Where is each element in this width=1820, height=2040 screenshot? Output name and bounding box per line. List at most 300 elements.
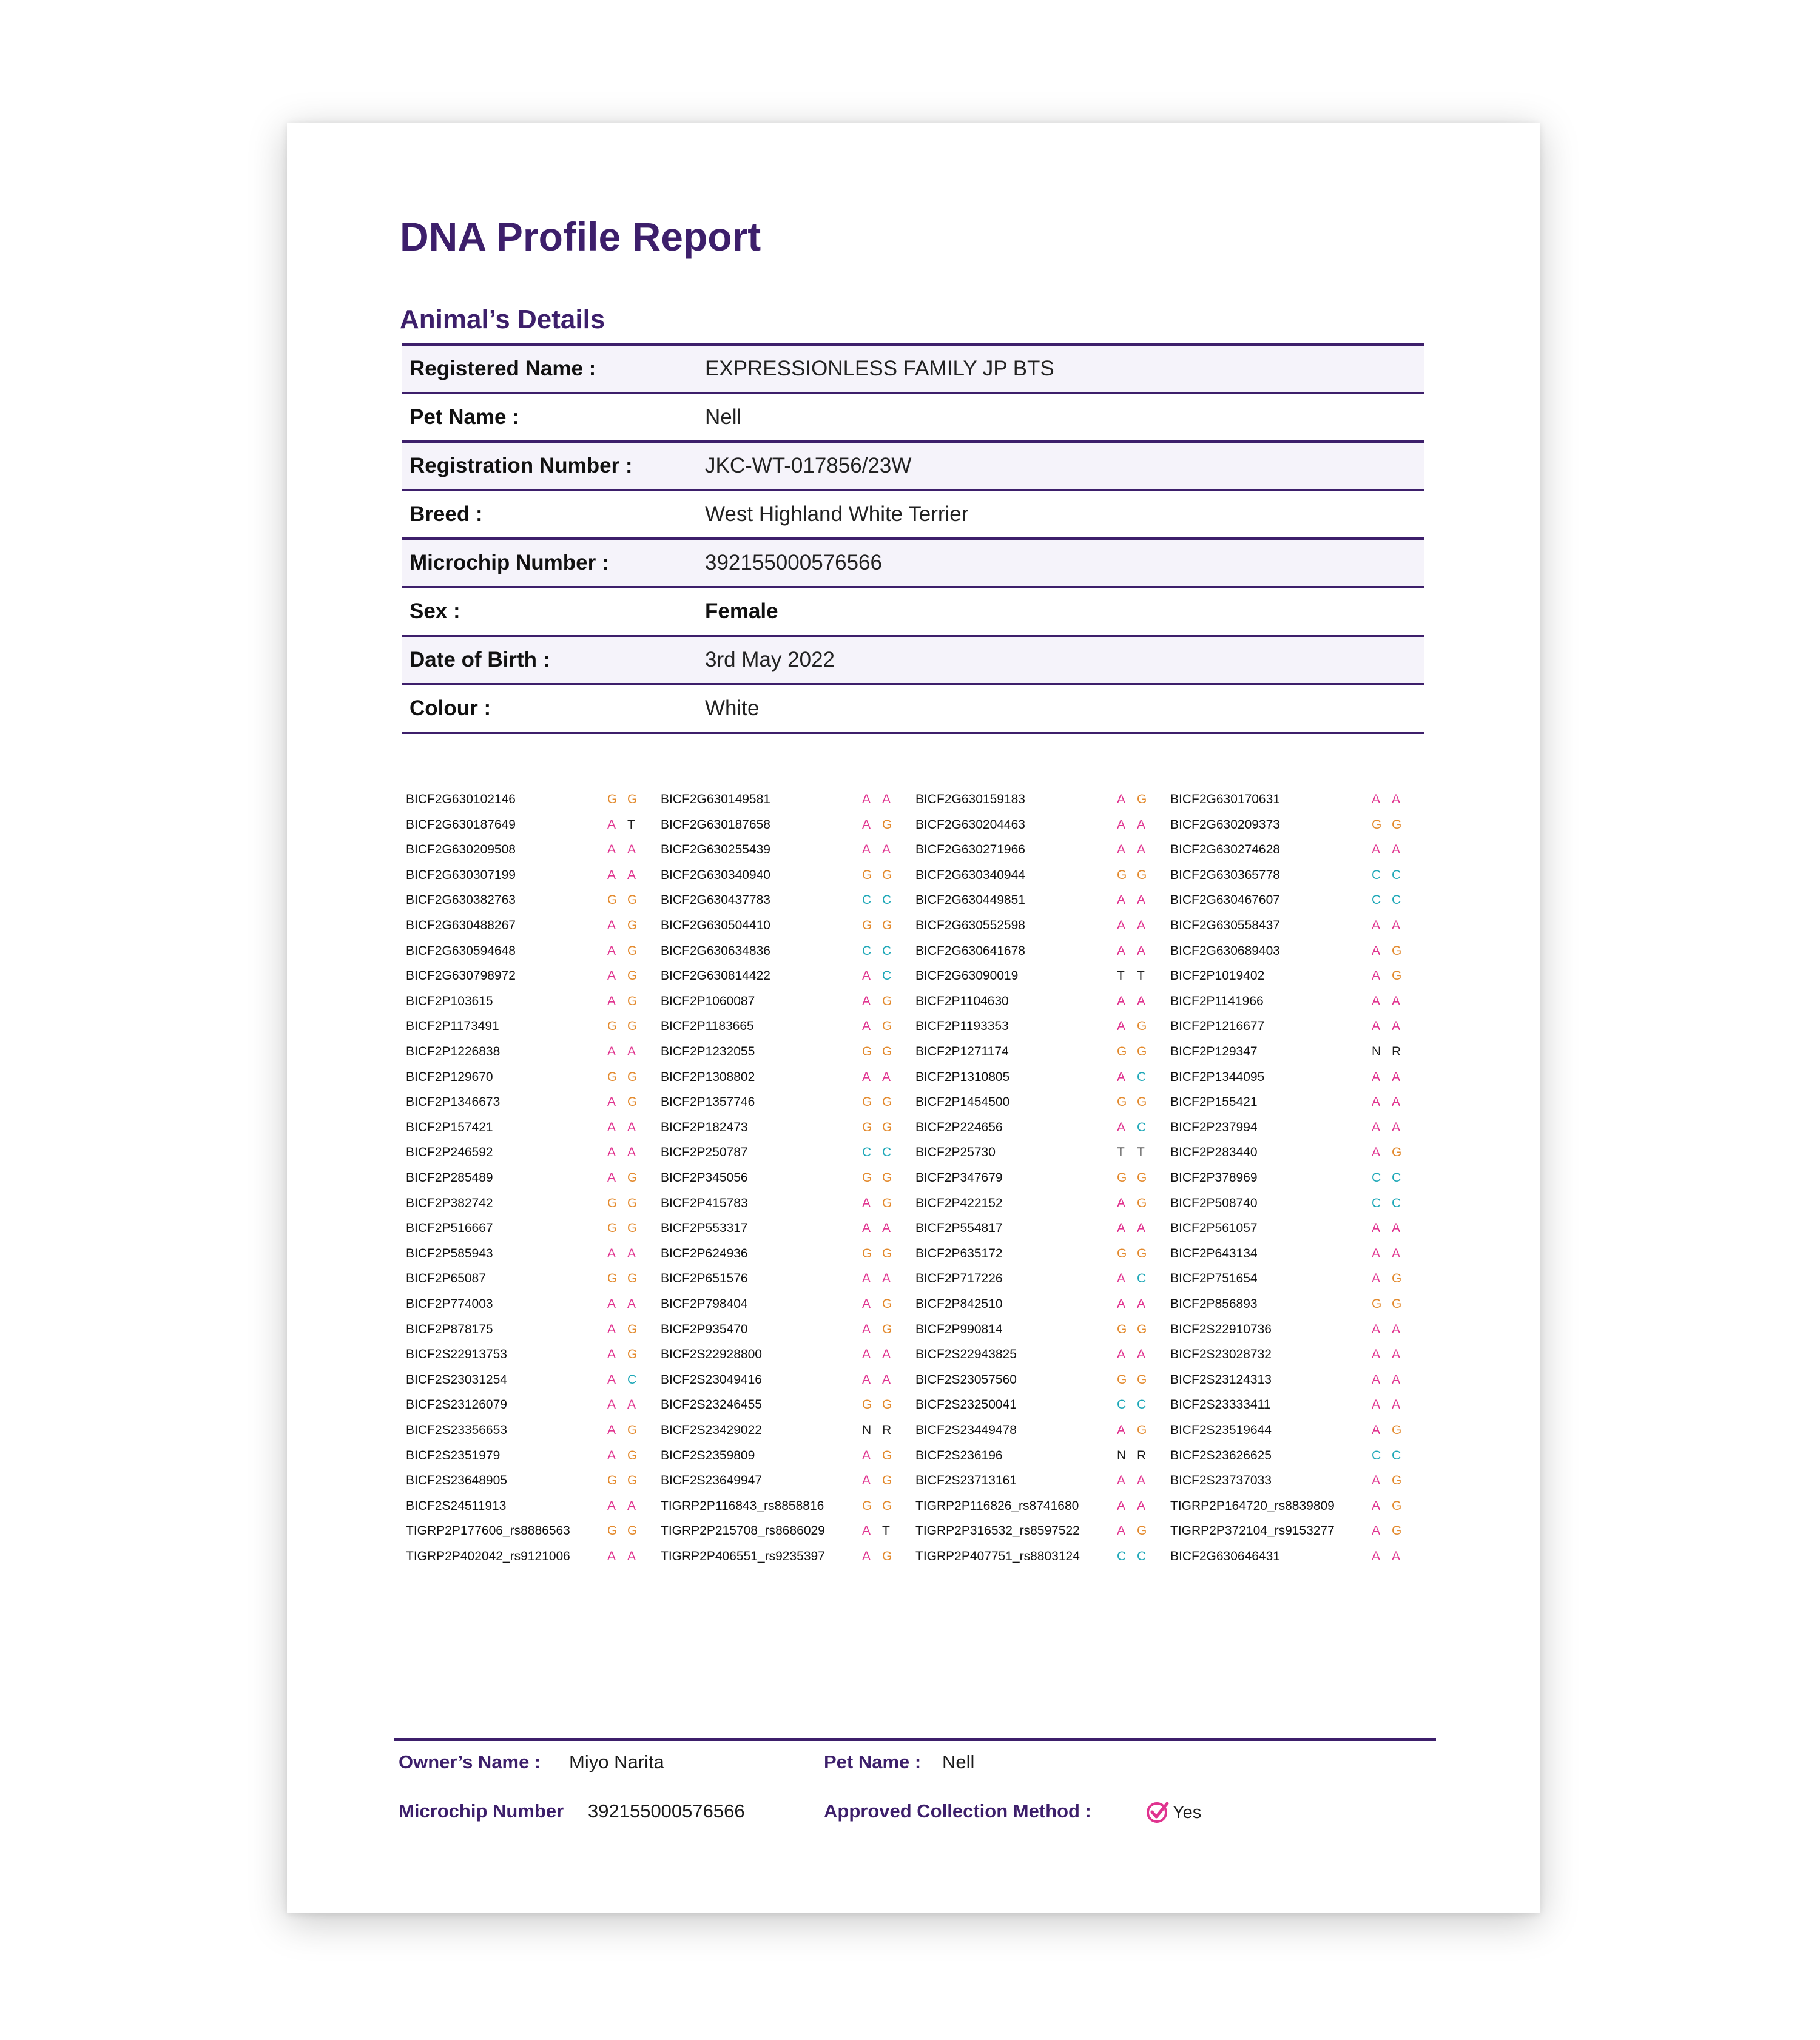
allele-1: G bbox=[1372, 1297, 1382, 1311]
marker-name: BICF2S23649947 bbox=[661, 1473, 762, 1488]
marker-name: BICF2P842510 bbox=[915, 1297, 1003, 1311]
allele-1: A bbox=[607, 867, 616, 882]
allele-1: A bbox=[862, 1524, 871, 1538]
marker-name: BICF2G630149581 bbox=[661, 792, 770, 806]
marker-name: BICF2S23031254 bbox=[406, 1372, 507, 1387]
allele-1: A bbox=[1372, 1372, 1381, 1387]
allele-2: G bbox=[627, 1221, 638, 1236]
marker-name: BICF2G630307199 bbox=[406, 867, 516, 882]
detail-label: Registered Name : bbox=[410, 357, 596, 380]
marker-name: BICF2S23333411 bbox=[1170, 1398, 1271, 1412]
allele-2: A bbox=[1392, 1019, 1401, 1034]
marker-name: BICF2G630798972 bbox=[406, 969, 516, 983]
allele-2: G bbox=[1137, 1322, 1147, 1336]
detail-value: Nell bbox=[705, 405, 742, 429]
allele-1: C bbox=[862, 1145, 872, 1160]
marker-name: TIGRP2P316532_rs8597522 bbox=[915, 1524, 1080, 1538]
allele-1: G bbox=[1372, 817, 1382, 832]
allele-2: A bbox=[1137, 893, 1146, 907]
animal-details-table bbox=[402, 343, 1424, 734]
allele-2: C bbox=[1137, 1069, 1147, 1084]
allele-2: C bbox=[882, 893, 892, 907]
marker-name: TIGRP2P215708_rs8686029 bbox=[661, 1524, 825, 1538]
marker-name: BICF2S2359809 bbox=[661, 1448, 755, 1463]
allele-2: G bbox=[627, 1069, 638, 1084]
allele-1: T bbox=[1117, 1145, 1125, 1160]
detail-value: Female bbox=[705, 599, 778, 623]
allele-2: G bbox=[882, 1322, 892, 1336]
footer-microchip-label: Microchip Number bbox=[399, 1800, 564, 1822]
marker-name: BICF2P345056 bbox=[661, 1171, 748, 1185]
allele-2: A bbox=[1392, 1069, 1401, 1084]
allele-1: G bbox=[862, 1246, 872, 1261]
detail-row-date-of-birth bbox=[402, 637, 1424, 685]
allele-2: A bbox=[627, 1045, 636, 1059]
marker-name: BICF2G630102146 bbox=[406, 792, 516, 806]
detail-label: Breed : bbox=[410, 502, 483, 526]
detail-label: Pet Name : bbox=[410, 405, 519, 429]
marker-name: BICF2P751654 bbox=[1170, 1271, 1258, 1286]
allele-1: A bbox=[1372, 1498, 1381, 1513]
allele-1: G bbox=[607, 1196, 618, 1210]
marker-name: BICF2P1310805 bbox=[915, 1069, 1010, 1084]
allele-1: A bbox=[1117, 1473, 1126, 1488]
allele-1: A bbox=[862, 1297, 871, 1311]
marker-name: BICF2P508740 bbox=[1170, 1196, 1258, 1210]
marker-name: BICF2P1060087 bbox=[661, 994, 755, 1008]
marker-name: BICF2S23519644 bbox=[1170, 1423, 1272, 1437]
allele-1: A bbox=[862, 1196, 871, 1210]
marker-name: BICF2G630382763 bbox=[406, 893, 516, 907]
marker-name: BICF2P129670 bbox=[406, 1069, 493, 1084]
allele-1: G bbox=[607, 1221, 618, 1236]
allele-2: A bbox=[1392, 1246, 1401, 1261]
allele-2: G bbox=[627, 1524, 638, 1538]
marker-name: BICF2G630449851 bbox=[915, 893, 1025, 907]
allele-2: A bbox=[1137, 843, 1146, 857]
allele-1: A bbox=[1117, 943, 1126, 958]
marker-name: BICF2P1193353 bbox=[915, 1019, 1009, 1034]
marker-name: BICF2G630689403 bbox=[1170, 943, 1280, 958]
detail-row-pet-name bbox=[402, 394, 1424, 443]
allele-1: A bbox=[1372, 1322, 1381, 1336]
allele-2: G bbox=[627, 792, 638, 806]
marker-name: BICF2G630634836 bbox=[661, 943, 770, 958]
check-circle-icon bbox=[1145, 1800, 1170, 1824]
marker-name: BICF2P129347 bbox=[1170, 1045, 1258, 1059]
marker-name: BICF2S23028732 bbox=[1170, 1347, 1272, 1362]
allele-1: A bbox=[1117, 893, 1126, 907]
allele-2: G bbox=[627, 1423, 638, 1437]
allele-2: A bbox=[1137, 1498, 1146, 1513]
allele-2: G bbox=[882, 1120, 892, 1134]
allele-1: A bbox=[607, 1498, 616, 1513]
allele-1: A bbox=[1117, 1069, 1126, 1084]
allele-2: A bbox=[627, 1498, 636, 1513]
allele-1: C bbox=[1117, 1549, 1127, 1563]
marker-name: TIGRP2P164720_rs8839809 bbox=[1170, 1498, 1335, 1513]
marker-name: BICF2P246592 bbox=[406, 1145, 493, 1160]
allele-2: G bbox=[1137, 792, 1147, 806]
allele-2: G bbox=[882, 867, 892, 882]
animal-details-heading: Animal’s Details bbox=[400, 305, 605, 334]
allele-2: A bbox=[627, 867, 636, 882]
allele-2: G bbox=[882, 918, 892, 932]
allele-2: G bbox=[882, 1045, 892, 1059]
allele-1: A bbox=[607, 1322, 616, 1336]
detail-label: Registration Number : bbox=[410, 454, 633, 477]
allele-2: G bbox=[1137, 1095, 1147, 1109]
marker-name: BICF2P1141966 bbox=[1170, 994, 1264, 1008]
marker-name: BICF2S22910736 bbox=[1170, 1322, 1272, 1336]
marker-name: BICF2P585943 bbox=[406, 1246, 493, 1261]
allele-1: A bbox=[1372, 1423, 1381, 1437]
allele-2: C bbox=[1137, 1271, 1147, 1286]
marker-name: BICF2G630187649 bbox=[406, 817, 516, 832]
allele-2: C bbox=[1392, 1448, 1401, 1463]
allele-1: G bbox=[1117, 1246, 1127, 1261]
marker-name: BICF2P283440 bbox=[1170, 1145, 1258, 1160]
report-page bbox=[287, 123, 1540, 1913]
marker-name: BICF2P250787 bbox=[661, 1145, 748, 1160]
allele-2: G bbox=[1392, 1297, 1402, 1311]
allele-2: G bbox=[882, 1171, 892, 1185]
allele-1: A bbox=[607, 918, 616, 932]
allele-1: A bbox=[607, 843, 616, 857]
allele-1: A bbox=[1372, 1271, 1381, 1286]
allele-1: A bbox=[862, 817, 871, 832]
marker-name: BICF2G630187658 bbox=[661, 817, 770, 832]
allele-1: G bbox=[607, 893, 618, 907]
allele-2: A bbox=[1137, 1297, 1146, 1311]
marker-name: BICF2G630170631 bbox=[1170, 792, 1280, 806]
allele-1: A bbox=[862, 1473, 871, 1488]
allele-1: C bbox=[862, 943, 872, 958]
allele-1: A bbox=[1372, 1347, 1381, 1362]
marker-name: BICF2P516667 bbox=[406, 1221, 493, 1236]
marker-name: BICF2G630641678 bbox=[915, 943, 1025, 958]
allele-2: G bbox=[1392, 1524, 1402, 1538]
allele-1: A bbox=[1372, 1398, 1381, 1412]
collection-method-value: Yes bbox=[1173, 1803, 1202, 1822]
allele-2: G bbox=[882, 1246, 892, 1261]
allele-1: G bbox=[1117, 1322, 1127, 1336]
marker-name: BICF2G630437783 bbox=[661, 893, 770, 907]
allele-1: A bbox=[607, 1120, 616, 1134]
allele-1: A bbox=[1117, 843, 1126, 857]
allele-2: G bbox=[1137, 1372, 1147, 1387]
marker-name: BICF2S23246455 bbox=[661, 1398, 762, 1412]
allele-1: C bbox=[1372, 1448, 1381, 1463]
allele-1: A bbox=[1117, 1221, 1126, 1236]
allele-2: G bbox=[1137, 1423, 1147, 1437]
allele-2: A bbox=[1392, 1549, 1401, 1563]
allele-1: A bbox=[1372, 1069, 1381, 1084]
allele-2: G bbox=[882, 1297, 892, 1311]
marker-name: BICF2P1104630 bbox=[915, 994, 1009, 1008]
allele-2: A bbox=[1392, 994, 1401, 1008]
allele-2: T bbox=[1137, 969, 1145, 983]
marker-name: BICF2G630209508 bbox=[406, 843, 516, 857]
allele-2: G bbox=[1137, 1246, 1147, 1261]
allele-2: G bbox=[1392, 1498, 1402, 1513]
allele-2: A bbox=[1137, 1221, 1146, 1236]
allele-2: A bbox=[1392, 1372, 1401, 1387]
allele-1: A bbox=[1372, 843, 1381, 857]
marker-name: BICF2S23449478 bbox=[915, 1423, 1017, 1437]
allele-1: A bbox=[607, 969, 616, 983]
marker-name: BICF2P1173491 bbox=[406, 1019, 499, 1034]
allele-2: G bbox=[1137, 1196, 1147, 1210]
marker-name: BICF2S2351979 bbox=[406, 1448, 500, 1463]
allele-2: A bbox=[1137, 1473, 1146, 1488]
allele-1: G bbox=[862, 1120, 872, 1134]
allele-2: G bbox=[1137, 1045, 1147, 1059]
allele-2: G bbox=[1392, 1473, 1402, 1488]
allele-2: A bbox=[627, 1120, 636, 1134]
allele-1: N bbox=[1372, 1045, 1381, 1059]
allele-2: G bbox=[1392, 969, 1402, 983]
marker-name: BICF2G630646431 bbox=[1170, 1549, 1280, 1563]
allele-1: A bbox=[1372, 1221, 1381, 1236]
allele-2: G bbox=[1392, 817, 1402, 832]
marker-name: BICF2P415783 bbox=[661, 1196, 748, 1210]
detail-row-sex bbox=[402, 588, 1424, 637]
allele-1: G bbox=[862, 1045, 872, 1059]
allele-1: G bbox=[607, 1069, 618, 1084]
allele-2: G bbox=[882, 1498, 892, 1513]
allele-1: G bbox=[862, 1171, 872, 1185]
allele-1: A bbox=[607, 1145, 616, 1160]
allele-2: G bbox=[1392, 1145, 1402, 1160]
allele-1: A bbox=[607, 1045, 616, 1059]
allele-1: A bbox=[1117, 1196, 1126, 1210]
detail-row-colour bbox=[402, 685, 1424, 734]
allele-2: A bbox=[627, 1297, 636, 1311]
allele-2: A bbox=[882, 1271, 891, 1286]
detail-label: Microchip Number : bbox=[410, 551, 609, 574]
detail-label: Colour : bbox=[410, 696, 491, 720]
allele-1: A bbox=[862, 1448, 871, 1463]
marker-name: BICF2P378969 bbox=[1170, 1171, 1258, 1185]
allele-1: A bbox=[1117, 1524, 1126, 1538]
detail-value: EXPRESSIONLESS FAMILY JP BTS bbox=[705, 357, 1054, 380]
marker-name: BICF2G630271966 bbox=[915, 843, 1025, 857]
marker-name: BICF2P643134 bbox=[1170, 1246, 1258, 1261]
marker-name: BICF2S236196 bbox=[915, 1448, 1003, 1463]
allele-1: G bbox=[1117, 1095, 1127, 1109]
marker-name: BICF2S24511913 bbox=[406, 1498, 507, 1513]
allele-1: A bbox=[1117, 1498, 1126, 1513]
allele-2: G bbox=[1392, 1271, 1402, 1286]
allele-2: A bbox=[1392, 1095, 1401, 1109]
allele-2: G bbox=[627, 1019, 638, 1034]
marker-name: BICF2P1216677 bbox=[1170, 1019, 1265, 1034]
marker-name: BICF2P651576 bbox=[661, 1271, 748, 1286]
owner-name-value: Miyo Narita bbox=[569, 1751, 664, 1772]
allele-1: A bbox=[862, 1069, 871, 1084]
detail-value: 3rd May 2022 bbox=[705, 648, 835, 672]
detail-value: West Highland White Terrier bbox=[705, 502, 969, 526]
marker-name: BICF2G630594648 bbox=[406, 943, 516, 958]
allele-1: A bbox=[862, 994, 871, 1008]
allele-2: G bbox=[882, 1448, 892, 1463]
allele-2: C bbox=[1137, 1120, 1147, 1134]
allele-1: G bbox=[607, 792, 618, 806]
allele-2: T bbox=[627, 817, 635, 832]
allele-1: A bbox=[607, 1398, 616, 1412]
allele-1: A bbox=[1372, 943, 1381, 958]
allele-2: A bbox=[1137, 994, 1146, 1008]
allele-2: G bbox=[882, 1019, 892, 1034]
marker-name: BICF2G630504410 bbox=[661, 918, 770, 932]
allele-2: G bbox=[882, 1196, 892, 1210]
allele-1: A bbox=[1372, 918, 1381, 932]
marker-name: TIGRP2P116843_rs8858816 bbox=[661, 1498, 824, 1513]
marker-name: BICF2P798404 bbox=[661, 1297, 748, 1311]
allele-2: A bbox=[627, 1398, 636, 1412]
allele-1: N bbox=[862, 1423, 872, 1437]
marker-name: BICF2P382742 bbox=[406, 1196, 493, 1210]
marker-name: BICF2P635172 bbox=[915, 1246, 1003, 1261]
allele-1: G bbox=[862, 918, 872, 932]
allele-2: T bbox=[882, 1524, 890, 1538]
allele-1: N bbox=[1117, 1448, 1127, 1463]
allele-1: A bbox=[607, 1347, 616, 1362]
allele-1: G bbox=[607, 1271, 618, 1286]
allele-1: A bbox=[1117, 1271, 1126, 1286]
marker-name: BICF2P285489 bbox=[406, 1171, 493, 1185]
marker-name: BICF2G630255439 bbox=[661, 843, 770, 857]
allele-2: G bbox=[1137, 867, 1147, 882]
marker-name: BICF2P1454500 bbox=[915, 1095, 1010, 1109]
allele-1: A bbox=[607, 1549, 616, 1563]
allele-2: A bbox=[1392, 843, 1401, 857]
allele-2: A bbox=[882, 1347, 891, 1362]
allele-2: C bbox=[882, 943, 892, 958]
allele-1: A bbox=[607, 1246, 616, 1261]
marker-name: TIGRP2P372104_rs9153277 bbox=[1170, 1524, 1335, 1538]
allele-1: A bbox=[862, 1549, 871, 1563]
detail-row-registration-number bbox=[402, 443, 1424, 491]
allele-1: A bbox=[1372, 792, 1381, 806]
allele-2: C bbox=[1392, 893, 1401, 907]
allele-1: A bbox=[1117, 1019, 1126, 1034]
allele-2: G bbox=[627, 1095, 638, 1109]
marker-grid bbox=[406, 787, 1425, 1575]
marker-name: BICF2G630467607 bbox=[1170, 893, 1280, 907]
report-title: DNA Profile Report bbox=[400, 214, 761, 259]
allele-1: A bbox=[1372, 1120, 1381, 1134]
allele-1: A bbox=[1372, 1095, 1381, 1109]
detail-label: Sex : bbox=[410, 599, 460, 623]
marker-name: BICF2P157421 bbox=[406, 1120, 493, 1134]
allele-1: A bbox=[862, 1221, 871, 1236]
detail-value: JKC-WT-017856/23W bbox=[705, 454, 912, 477]
marker-name: BICF2P856893 bbox=[1170, 1297, 1258, 1311]
marker-name: BICF2P1344095 bbox=[1170, 1069, 1265, 1084]
marker-name: BICF2P878175 bbox=[406, 1322, 493, 1336]
marker-name: BICF2P561057 bbox=[1170, 1221, 1258, 1236]
allele-1: G bbox=[1117, 1171, 1127, 1185]
marker-name: BICF2G630814422 bbox=[661, 969, 770, 983]
allele-2: A bbox=[1392, 1398, 1401, 1412]
marker-name: BICF2P1226838 bbox=[406, 1045, 500, 1059]
allele-1: A bbox=[607, 1095, 616, 1109]
marker-name: BICF2P624936 bbox=[661, 1246, 748, 1261]
allele-1: A bbox=[607, 1423, 616, 1437]
allele-2: A bbox=[1392, 1322, 1401, 1336]
detail-label: Date of Birth : bbox=[410, 648, 550, 672]
allele-1: A bbox=[607, 994, 616, 1008]
allele-1: A bbox=[862, 969, 871, 983]
allele-1: A bbox=[1117, 918, 1126, 932]
marker-name: BICF2G630552598 bbox=[915, 918, 1025, 932]
marker-name: BICF2G630340944 bbox=[915, 867, 1025, 882]
marker-name: BICF2S22928800 bbox=[661, 1347, 762, 1362]
detail-value: White bbox=[705, 696, 760, 720]
detail-row-registered-name bbox=[402, 346, 1424, 394]
allele-2: C bbox=[1392, 1171, 1401, 1185]
marker-name: BICF2P237994 bbox=[1170, 1120, 1258, 1134]
marker-name: BICF2S23126079 bbox=[406, 1398, 507, 1412]
marker-name: BICF2G630204463 bbox=[915, 817, 1025, 832]
allele-1: A bbox=[862, 1271, 871, 1286]
allele-1: C bbox=[1372, 893, 1381, 907]
marker-name: TIGRP2P407751_rs8803124 bbox=[915, 1549, 1080, 1563]
marker-name: BICF2G630159183 bbox=[915, 792, 1025, 806]
allele-2: G bbox=[1392, 1423, 1402, 1437]
allele-1: G bbox=[607, 1473, 618, 1488]
allele-1: A bbox=[1117, 1423, 1126, 1437]
allele-2: A bbox=[1137, 817, 1146, 832]
marker-name: BICF2S22913753 bbox=[406, 1347, 507, 1362]
allele-1: A bbox=[1372, 1145, 1381, 1160]
allele-1: A bbox=[1117, 994, 1126, 1008]
allele-2: G bbox=[627, 943, 638, 958]
allele-2: G bbox=[627, 918, 638, 932]
allele-1: G bbox=[1117, 867, 1127, 882]
allele-2: R bbox=[1137, 1448, 1147, 1463]
allele-1: A bbox=[1372, 969, 1381, 983]
allele-2: G bbox=[1392, 943, 1402, 958]
marker-name: BICF2G630209373 bbox=[1170, 817, 1280, 832]
allele-1: T bbox=[1117, 969, 1125, 983]
allele-2: G bbox=[627, 1322, 638, 1336]
allele-2: G bbox=[882, 817, 892, 832]
allele-2: A bbox=[882, 1069, 891, 1084]
marker-name: BICF2P990814 bbox=[915, 1322, 1003, 1336]
footer-pet-name-label: Pet Name : bbox=[824, 1751, 922, 1772]
marker-name: TIGRP2P406551_rs9235397 bbox=[661, 1549, 825, 1563]
footer-pet-name-value: Nell bbox=[942, 1751, 975, 1772]
allele-2: A bbox=[882, 1372, 891, 1387]
allele-2: A bbox=[1137, 918, 1146, 932]
detail-value: 392155000576566 bbox=[705, 551, 882, 574]
allele-1: A bbox=[1117, 817, 1126, 832]
allele-2: C bbox=[1137, 1398, 1147, 1412]
allele-2: C bbox=[1137, 1549, 1147, 1563]
allele-1: G bbox=[1117, 1045, 1127, 1059]
marker-name: BICF2P182473 bbox=[661, 1120, 748, 1134]
allele-1: A bbox=[607, 1297, 616, 1311]
detail-row-breed bbox=[402, 491, 1424, 540]
marker-name: TIGRP2P402042_rs9121006 bbox=[406, 1549, 570, 1563]
allele-2: A bbox=[1392, 1120, 1401, 1134]
allele-2: R bbox=[1392, 1045, 1401, 1059]
allele-1: C bbox=[1372, 1196, 1381, 1210]
allele-1: A bbox=[607, 1372, 616, 1387]
